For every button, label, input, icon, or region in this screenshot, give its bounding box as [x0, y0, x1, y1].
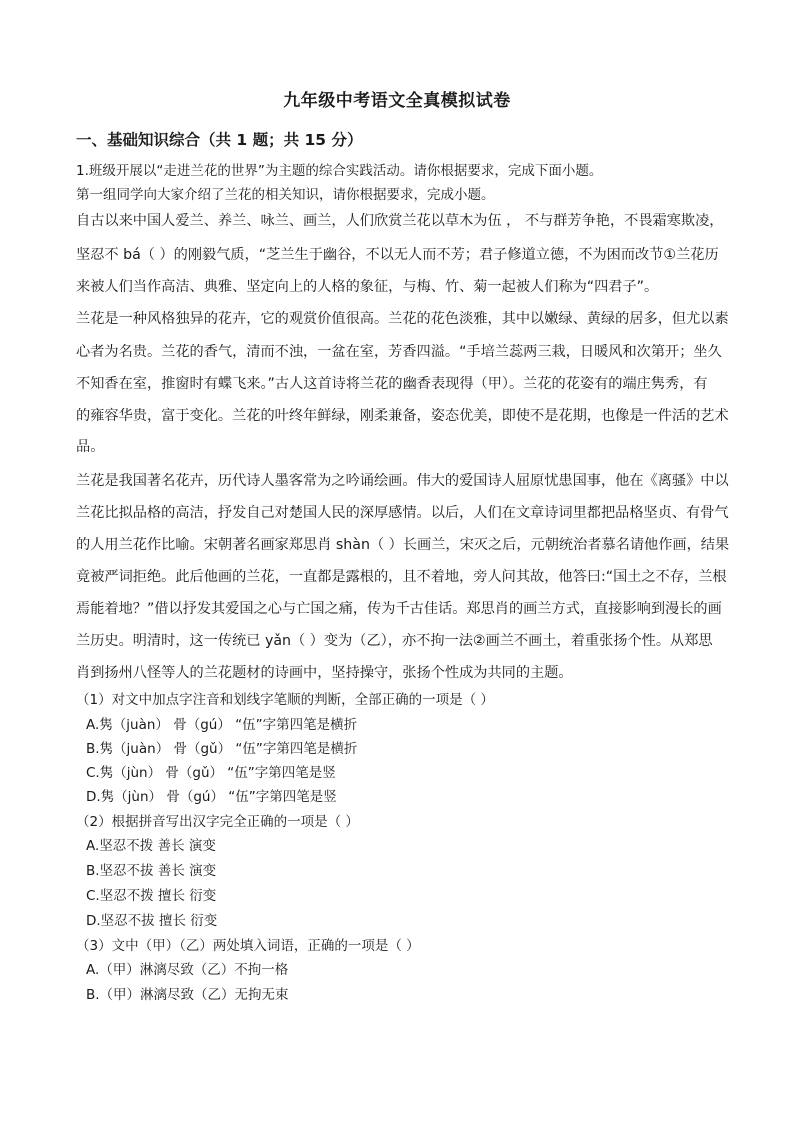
answer-option: B.坚忍不拔 善长 演变 [86, 863, 217, 879]
paragraph-line: 不知香在室，推窗时有蝶飞来。”古人这首诗将兰花的幽香表现得（甲）。兰花的花姿有的端庄隽秀，有 [76, 376, 708, 392]
paragraph-line: 自古以来中国人爱兰、养兰、咏兰、画兰，人们欣赏兰花以草木为伍 ， 不与群芳争艳，不畏霜寒欺凌， [76, 213, 724, 229]
paragraph-line: 肖到扬州八怪等人的兰花题材的诗画中，坚持操守，张扬个性成为共同的主题。 [76, 665, 573, 681]
paragraph-line: 品。 [76, 439, 105, 455]
answer-option: C.坚忍不拨 擅长 衍变 [86, 888, 217, 904]
paragraph-line: 竟被严词拒绝。此后他画的兰花，一直都是露根的，且不着地，旁人问其故，他答曰:“国土之不存，兰根 [76, 569, 727, 585]
paragraph-line: 焉能着地？”借以抒发其爱国之心与亡国之痛，传为千古佳话。郑思肖的画兰方式，直接影响到漫长的画 [76, 601, 722, 617]
paragraph-line: 的雍容华贵，富于变化。兰花的叶终年鲜绿，刚柔兼备，姿态优美，即使不是花期，也像是一件活的艺术 [76, 408, 729, 424]
answer-option: A.隽（juàn） 骨（gú） “伍”字第四笔是横折 [86, 717, 358, 733]
paragraph-line: 来被人们当作高洁、典雅、坚定向上的人格的象征，与梅、竹、菊一起被人们称为“四君子”。 [76, 279, 659, 295]
intro-line: 1.班级开展以“走进兰花的世界”为主题的综合实践活动。请你根据要求，完成下面小题。 [76, 163, 603, 179]
question-stem: （3）文中（甲）（乙）两处填入词语，正确的一项是（ ） [76, 938, 420, 954]
paragraph-line: 兰花是一种风格独异的花卉，它的观赏价值很高。兰花的花色淡雅，其中以嫩绿、黄绿的居多，但尤以素 [76, 311, 729, 327]
intro-line: 第一组同学向大家介绍了兰花的相关知识，请你根据要求，完成小题。 [76, 187, 495, 203]
answer-option: B.隽（juàn） 骨（gǔ） “伍”字第四笔是横折 [86, 741, 358, 757]
paragraph-line: 兰历史。明清时，这一传统已 yǎn（ ）变为（乙），亦不拘一法②画兰不画土，着重张扬个性。从郑思 [76, 633, 713, 649]
question-stem: （1）对文中加点字注音和划线字笔顺的判断，全部正确的一项是（ ） [76, 692, 494, 708]
answer-option: A.坚忍不拨 善长 演变 [86, 838, 216, 854]
answer-option: D.坚忍不拔 擅长 衍变 [86, 913, 218, 929]
page-title: 九年级中考语文全真模拟试卷 [283, 91, 511, 111]
paragraph-line: 坚忍不 bá（ ）的刚毅气质，“芝兰生于幽谷，不以无人而不芳；君子修道立德，不为困而改节①兰花历 [76, 247, 719, 263]
paragraph-line: 心者为名贵。兰花的香气，清而不浊，一盆在室，芳香四溢。“手培兰蕊两三栽，日暖风和次第开；坐久 [76, 344, 722, 360]
paragraph-line: 兰花是我国著名花卉，历代诗人墨客常为之吟诵绘画。伟大的爱国诗人屈原忧患国事，他在《离骚》中以 [76, 473, 729, 489]
paragraph-line: 兰花比拟品格的高洁，抒发自己对楚国人民的深厚感情。以后，人们在文章诗词里都把品格坚贞、有骨气 [76, 505, 729, 521]
answer-option: A.（甲）淋漓尽致（乙）不拘一格 [86, 962, 289, 978]
paragraph-line: 的人用兰花作比喻。宋朝著名画家郑思肖 shàn（ ）长画兰，宋灭之后，元朝统治者慕名请他作画，结果 [76, 537, 730, 553]
question-stem: （2）根据拼音写出汉字完全正确的一项是（ ） [76, 814, 359, 830]
answer-option: D.隽（jùn） 骨（gú） “伍”字第四笔是竖 [86, 789, 337, 805]
answer-option: B.（甲）淋漓尽致（乙）无拘无束 [86, 987, 289, 1003]
answer-option: C.隽（jùn） 骨（gǔ） “伍”字第四笔是竖 [86, 765, 336, 781]
section-heading: 一、基础知识综合（共 1 题；共 15 分） [76, 131, 363, 149]
